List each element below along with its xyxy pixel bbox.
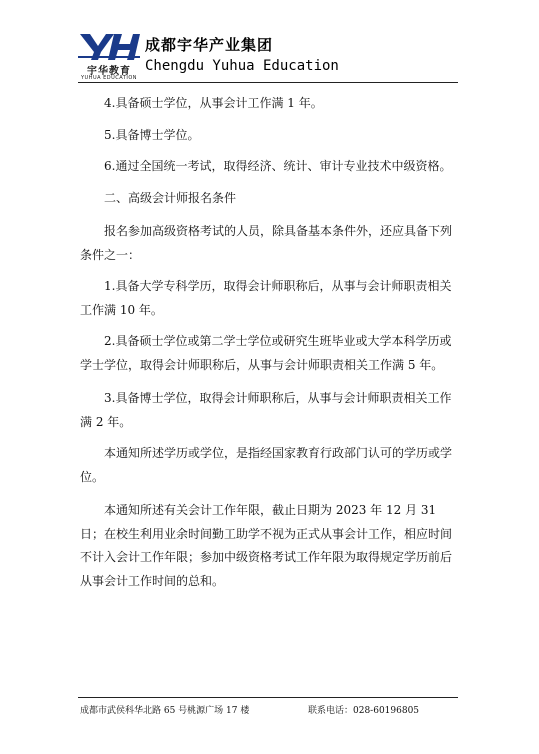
logo-chinese-name: 宇华教育 bbox=[87, 66, 131, 77]
footer-address: 成都市武侯科华北路 65 号桃源广场 17 楼 bbox=[80, 706, 250, 716]
paragraph-condition-1: 1.具备大学专科学历，取得会计师职称后，从事与会计师职责相关工作满 10 年。 bbox=[80, 279, 452, 317]
yh-logo-mark-icon bbox=[78, 32, 140, 62]
paragraph-condition-2: 2.具备硕士学位或第二学士学位或研究生班毕业或大学本科学历或学士学位，取得会计师职称后，从事与会计师职责相关工作满 5 年。 bbox=[80, 334, 452, 372]
section-heading-senior-accountant: 二、高级会计师报名条件 bbox=[104, 190, 237, 205]
document-body bbox=[80, 92, 462, 593]
paragraph-item-6: 6.通过全国统一考试，取得经济、统计、审计专业技术中级资格。 bbox=[104, 159, 452, 173]
paragraph-condition-3: 3.具备博士学位，取得会计师职称后，从事与会计师职责相关工作满 2 年。 bbox=[80, 391, 452, 429]
header-divider bbox=[78, 82, 458, 83]
company-name-chinese: 成都宇华产业集团 bbox=[145, 36, 274, 54]
paragraph-item-5: 5.具备博士学位。 bbox=[104, 127, 200, 142]
paragraph-item-4: 4.具备硕士学位，从事会计工作满 1 年。 bbox=[104, 96, 323, 110]
logo-english-name: YUHUA EDUCATION bbox=[80, 75, 138, 81]
footer-phone: 联系电话：028-60196805 bbox=[308, 706, 420, 716]
company-name-english: Chengdu Yuhua Education bbox=[145, 58, 339, 74]
yuhua-logo bbox=[78, 32, 140, 82]
paragraph-education-note: 本通知所述学历或学位，是指经国家教育行政部门认可的学历或学位。 bbox=[80, 446, 453, 484]
footer-divider bbox=[78, 697, 458, 698]
paragraph-work-years-note: 本通知所述有关会计工作年限，截止日期为 2023 年 12 月 31 日；在校生利用业余时间勤工助学不视为正式从事会计工作，相应时间不计入会计工作年限；参加中级资格考试工作年限为取得规定学历前后从事会计工作时间的总和。 bbox=[80, 503, 453, 588]
page-header bbox=[78, 30, 478, 82]
paragraph-intro-conditions: 报名参加高级资格考试的人员，除具备基本条件外，还应具备下列条件之一： bbox=[80, 224, 453, 262]
